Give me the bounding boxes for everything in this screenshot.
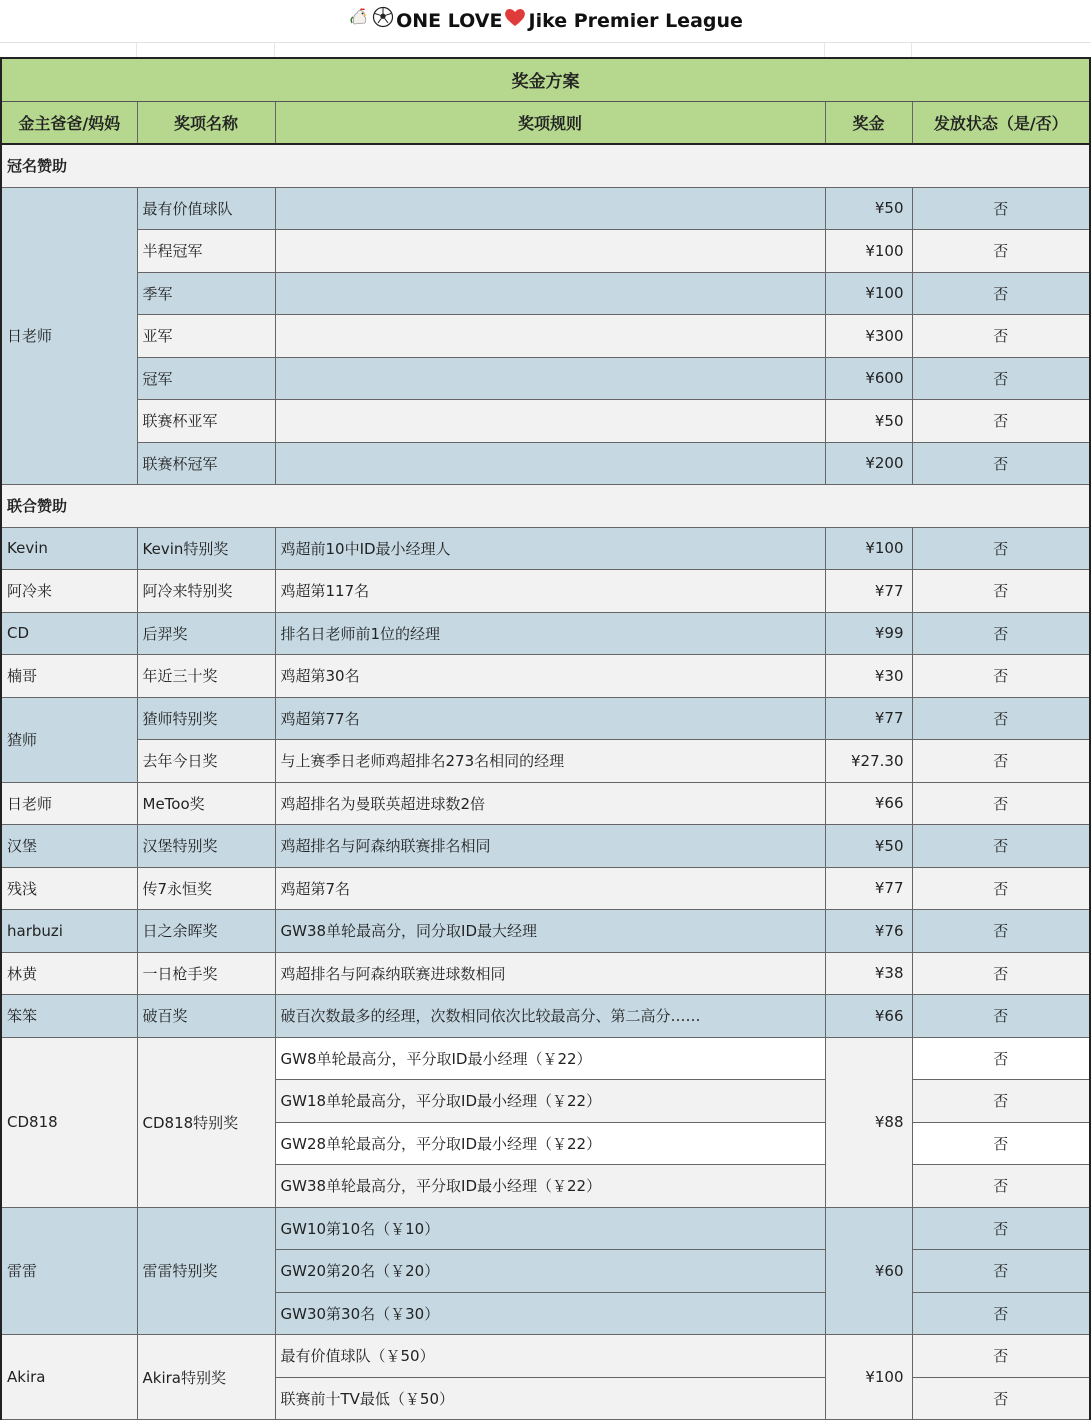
status-cell: 否 — [912, 1292, 1090, 1335]
table-row — [1, 400, 1090, 443]
sponsor-cell: CD — [1, 612, 137, 655]
table-row — [1, 740, 1090, 783]
table-row — [1, 315, 1090, 358]
rule-cell: GW38单轮最高分，同分取ID最大经理 — [275, 910, 825, 953]
rule-cell — [275, 272, 825, 315]
status-cell: 否 — [912, 1335, 1090, 1378]
rule-cell: GW20第20名（￥20） — [275, 1250, 825, 1293]
sponsor-cell: 笨笨 — [1, 995, 137, 1038]
sponsor-cell: 林黄 — [1, 952, 137, 995]
group-joint-sponsor: 联合赞助 — [1, 485, 1090, 528]
table-row — [1, 952, 1090, 995]
table-row — [1, 1335, 1090, 1378]
prize-table — [0, 57, 1091, 1420]
sponsor-cell: CD818 — [1, 1037, 137, 1207]
table-row — [1, 442, 1090, 485]
rule-cell: 破百次数最多的经理，次数相同依次比较最高分、第二高分…… — [275, 995, 825, 1038]
status-cell: 否 — [912, 697, 1090, 740]
status-cell: 否 — [912, 825, 1090, 868]
award-cell: 雷雷特别奖 — [137, 1207, 275, 1335]
rule-cell: 与上赛季日老师鸡超排名273名相同的经理 — [275, 740, 825, 783]
table-row — [1, 230, 1090, 273]
rule-cell: 鸡超第30名 — [275, 655, 825, 698]
status-cell: 否 — [912, 1250, 1090, 1293]
title-subtext: Jike Premier League — [528, 10, 743, 32]
status-cell: 否 — [912, 1122, 1090, 1165]
rule-cell: GW38单轮最高分，平分取ID最小经理（￥22） — [275, 1165, 825, 1208]
prize-cell: ¥100 — [825, 1335, 912, 1420]
award-cell: 半程冠军 — [137, 230, 275, 273]
rule-cell: GW30第30名（￥30） — [275, 1292, 825, 1335]
award-cell: 联赛杯冠军 — [137, 442, 275, 485]
rule-cell: 联赛前十TV最低（￥50） — [275, 1377, 825, 1420]
award-cell: 一日枪手奖 — [137, 952, 275, 995]
sponsor-cell: harbuzi — [1, 910, 137, 953]
group-title-sponsor: 冠名赞助 — [1, 144, 1090, 187]
status-cell: 否 — [912, 910, 1090, 953]
award-cell: CD818特别奖 — [137, 1037, 275, 1207]
table-row — [1, 825, 1090, 868]
rule-cell — [275, 315, 825, 358]
sponsor-cell: 阿冷来 — [1, 570, 137, 613]
prize-cell: ¥300 — [825, 315, 912, 358]
rule-cell: 排名日老师前1位的经理 — [275, 612, 825, 655]
award-cell: 猹师特别奖 — [137, 697, 275, 740]
prize-cell: ¥66 — [825, 995, 912, 1038]
table-row — [1, 1037, 1090, 1080]
status-cell: 否 — [912, 1080, 1090, 1123]
status-cell: 否 — [912, 1037, 1090, 1080]
award-cell: 年近三十奖 — [137, 655, 275, 698]
header-award: 奖项名称 — [137, 101, 275, 144]
rule-cell: 鸡超排名与阿森纳联赛进球数相同 — [275, 952, 825, 995]
status-cell: 否 — [912, 867, 1090, 910]
prize-cell: ¥77 — [825, 697, 912, 740]
award-cell: 日之余晖奖 — [137, 910, 275, 953]
spreadsheet-gap — [0, 43, 1091, 57]
prize-cell: ¥77 — [825, 867, 912, 910]
award-cell: 季军 — [137, 272, 275, 315]
table-row — [1, 655, 1090, 698]
prize-cell: ¥600 — [825, 357, 912, 400]
group-row — [1, 485, 1090, 528]
prize-cell: ¥50 — [825, 400, 912, 443]
award-cell: 去年今日奖 — [137, 740, 275, 783]
rule-cell: 鸡超第7名 — [275, 867, 825, 910]
award-cell: Kevin特别奖 — [137, 527, 275, 570]
rule-cell: GW8单轮最高分，平分取ID最小经理（￥22） — [275, 1037, 825, 1080]
award-cell: 冠军 — [137, 357, 275, 400]
sponsor-cell: 楠哥 — [1, 655, 137, 698]
sponsor-cell: Akira — [1, 1335, 137, 1420]
header-prize: 奖金 — [825, 101, 912, 144]
table-row — [1, 272, 1090, 315]
table-row — [1, 1207, 1090, 1250]
rule-cell — [275, 230, 825, 273]
table-row — [1, 357, 1090, 400]
table-row — [1, 867, 1090, 910]
table-row — [1, 612, 1090, 655]
sponsor-cell: 猹师 — [1, 697, 137, 782]
table-row — [1, 527, 1090, 570]
sponsor-cell: 雷雷 — [1, 1207, 137, 1335]
header-rule: 奖项规则 — [275, 101, 825, 144]
prize-cell: ¥38 — [825, 952, 912, 995]
award-cell: Akira特别奖 — [137, 1335, 275, 1420]
status-cell: 否 — [912, 315, 1090, 358]
rule-cell — [275, 357, 825, 400]
rule-cell — [275, 400, 825, 443]
rule-cell — [275, 442, 825, 485]
prize-cell: ¥50 — [825, 825, 912, 868]
award-cell: 传7永恒奖 — [137, 867, 275, 910]
prize-cell: ¥100 — [825, 230, 912, 273]
status-cell: 否 — [912, 272, 1090, 315]
rule-cell: 鸡超排名为曼联英超进球数2倍 — [275, 782, 825, 825]
status-cell: 否 — [912, 740, 1090, 783]
sponsor-cell: 日老师 — [1, 187, 137, 485]
title-text: ONE LOVE — [396, 10, 503, 32]
page-title — [0, 0, 1091, 43]
rule-cell: GW18单轮最高分，平分取ID最小经理（￥22） — [275, 1080, 825, 1123]
status-cell: 否 — [912, 655, 1090, 698]
award-cell: 后羿奖 — [137, 612, 275, 655]
status-cell: 否 — [912, 400, 1090, 443]
rule-cell: 最有价值球队（￥50） — [275, 1335, 825, 1378]
sponsor-cell: Kevin — [1, 527, 137, 570]
award-cell: MeToo奖 — [137, 782, 275, 825]
status-cell: 否 — [912, 612, 1090, 655]
status-cell: 否 — [912, 995, 1090, 1038]
prize-cell: ¥100 — [825, 527, 912, 570]
status-cell: 否 — [912, 230, 1090, 273]
prize-cell: ¥99 — [825, 612, 912, 655]
prize-cell: ¥50 — [825, 187, 912, 230]
award-cell: 联赛杯亚军 — [137, 400, 275, 443]
heart-icon — [503, 1, 527, 43]
rule-cell — [275, 187, 825, 230]
table-row — [1, 995, 1090, 1038]
status-cell: 否 — [912, 442, 1090, 485]
table-row — [1, 782, 1090, 825]
rooster-icon — [348, 1, 370, 43]
status-cell: 否 — [912, 782, 1090, 825]
status-cell: 否 — [912, 570, 1090, 613]
award-cell: 亚军 — [137, 315, 275, 358]
group-row — [1, 144, 1090, 187]
prize-cell: ¥27.30 — [825, 740, 912, 783]
award-cell: 汉堡特别奖 — [137, 825, 275, 868]
prize-cell: ¥88 — [825, 1037, 912, 1207]
award-cell: 最有价值球队 — [137, 187, 275, 230]
prize-cell: ¥60 — [825, 1207, 912, 1335]
rule-cell: 鸡超第77名 — [275, 697, 825, 740]
award-cell: 阿冷来特别奖 — [137, 570, 275, 613]
status-cell: 否 — [912, 1207, 1090, 1250]
rule-cell: 鸡超排名与阿森纳联赛排名相同 — [275, 825, 825, 868]
rule-cell: GW28单轮最高分，平分取ID最小经理（￥22） — [275, 1122, 825, 1165]
table-row — [1, 910, 1090, 953]
soccer-ball-icon — [372, 1, 394, 43]
sponsor-cell: 残浅 — [1, 867, 137, 910]
table-title-row — [1, 58, 1090, 101]
rule-cell: 鸡超前10中ID最小经理人 — [275, 527, 825, 570]
status-cell: 否 — [912, 187, 1090, 230]
status-cell: 否 — [912, 1165, 1090, 1208]
table-row — [1, 570, 1090, 613]
prize-cell: ¥77 — [825, 570, 912, 613]
header-status: 发放状态（是/否） — [912, 101, 1090, 144]
prize-cell: ¥66 — [825, 782, 912, 825]
status-cell: 否 — [912, 952, 1090, 995]
prize-cell: ¥100 — [825, 272, 912, 315]
table-title: 奖金方案 — [1, 58, 1090, 101]
rule-cell: GW10第10名（￥10） — [275, 1207, 825, 1250]
table-row — [1, 187, 1090, 230]
status-cell: 否 — [912, 1377, 1090, 1420]
header-row — [1, 101, 1090, 144]
prize-cell: ¥30 — [825, 655, 912, 698]
prize-cell: ¥76 — [825, 910, 912, 953]
sponsor-cell: 日老师 — [1, 782, 137, 825]
status-cell: 否 — [912, 527, 1090, 570]
rule-cell: 鸡超第117名 — [275, 570, 825, 613]
status-cell: 否 — [912, 357, 1090, 400]
table-row — [1, 697, 1090, 740]
sponsor-cell: 汉堡 — [1, 825, 137, 868]
award-cell: 破百奖 — [137, 995, 275, 1038]
prize-cell: ¥200 — [825, 442, 912, 485]
header-sponsor: 金主爸爸/妈妈 — [1, 101, 137, 144]
